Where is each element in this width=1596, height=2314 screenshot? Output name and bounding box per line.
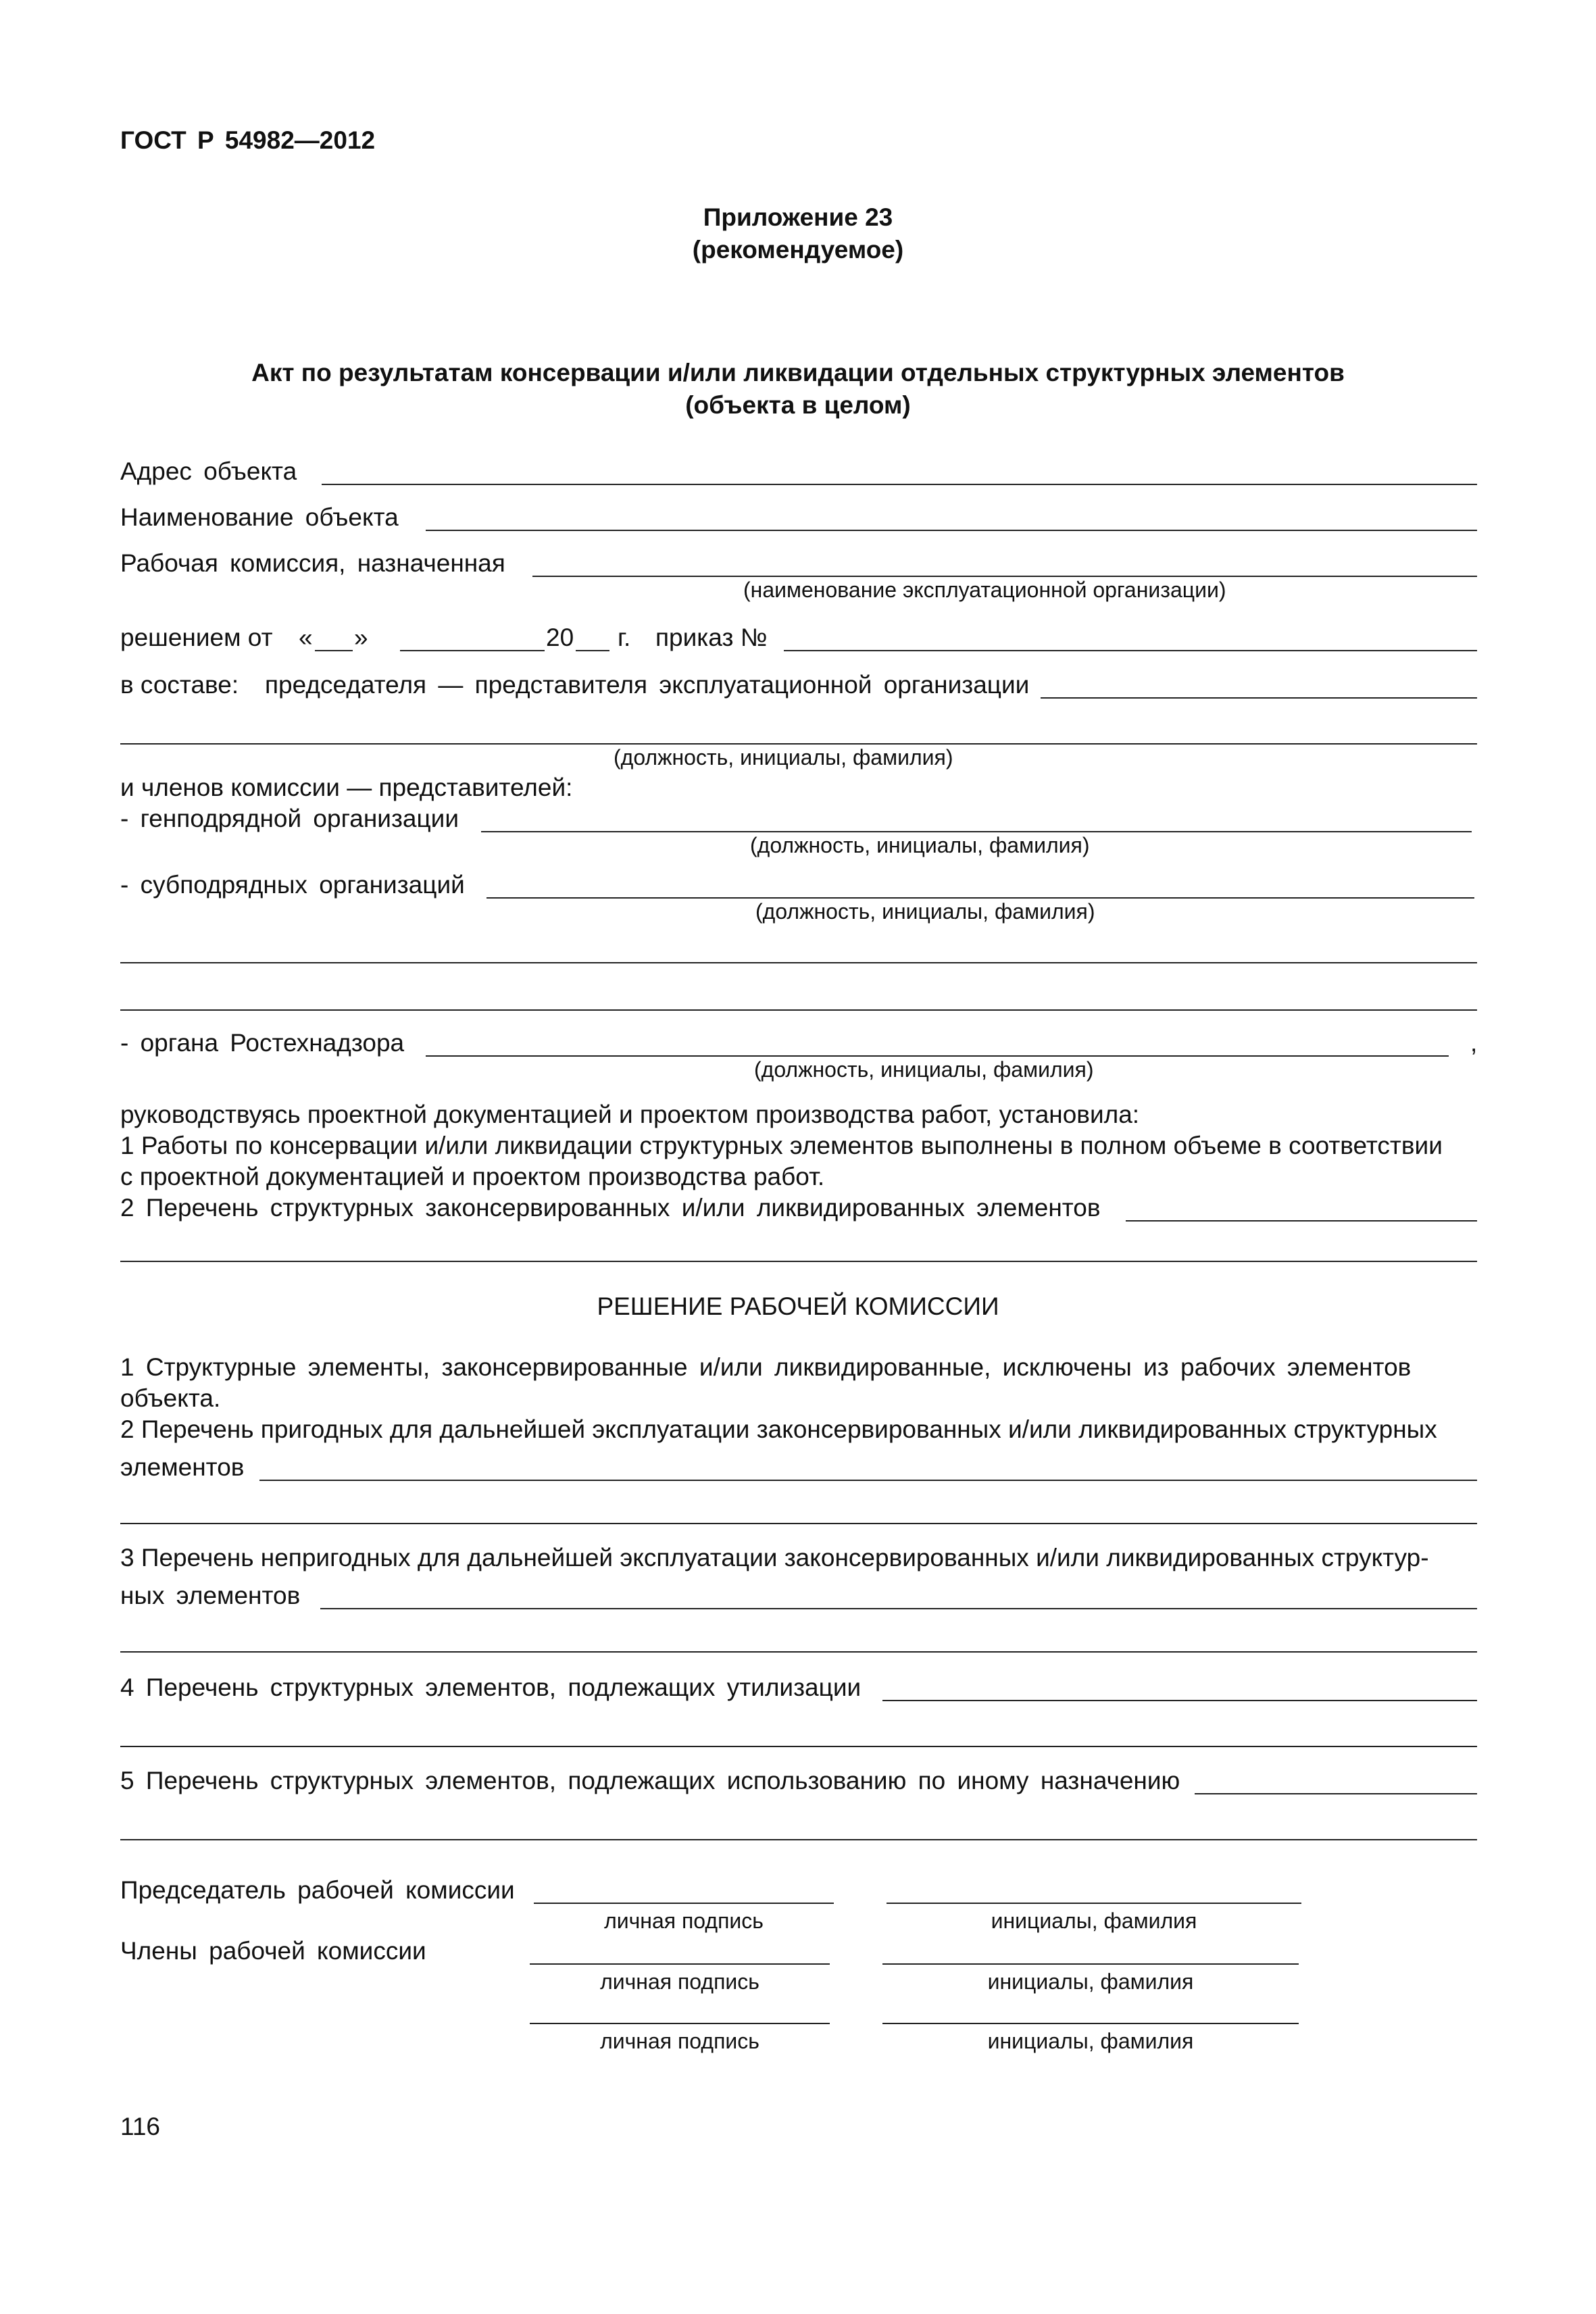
order-label: приказ № xyxy=(655,624,768,651)
act-title-line1: Акт по результатам консервации и/или ликвидации отдельных структурных элементов xyxy=(251,359,1345,386)
subcontractors-field-line2[interactable] xyxy=(120,962,1477,963)
chairman-signature-field[interactable] xyxy=(534,1903,834,1904)
decision-year-field[interactable] xyxy=(576,650,609,651)
decision-item2-line1: 2 Перечень пригодных для дальнейшей эксплуатации законсервированных и/или ликвидированных структурных xyxy=(120,1415,1437,1443)
chairman-name-hint: инициалы, фамилия xyxy=(991,1909,1197,1933)
decision-item3-field[interactable] xyxy=(320,1608,1477,1609)
rostekhnadzor-label: - органа Ростехнадзора xyxy=(120,1029,405,1057)
decision-item3-line1: 3 Перечень непригодных для дальнейшей эксплуатации законсервированных и/или ликвидированных структур- xyxy=(120,1544,1429,1571)
act-title-line2: (объекта в целом) xyxy=(685,391,911,419)
decision-item4-field-line2[interactable] xyxy=(120,1746,1477,1747)
decision-item3-field-line2[interactable] xyxy=(120,1651,1477,1653)
decision-prefix: решением от xyxy=(120,624,273,651)
findings-intro: руководствуясь проектной документацией и проектом производства работ, установила: xyxy=(120,1101,1140,1128)
commission-label: Рабочая комиссия, назначенная xyxy=(120,549,505,577)
chairman-label: председателя — представителя эксплуатационной организации xyxy=(265,671,1030,699)
year-suffix: г. xyxy=(618,624,631,651)
document-standard-code: ГОСТ Р 54982—2012 xyxy=(120,126,376,154)
general-contractor-hint: (должность, инициалы, фамилия) xyxy=(750,833,1090,857)
page-number: 116 xyxy=(120,2113,160,2140)
member2-name-field[interactable] xyxy=(882,2023,1299,2024)
findings-item1-line1: 1 Работы по консервации и/или ликвидации структурных элементов выполнены в полном объеме в соответствии xyxy=(120,1132,1443,1159)
rostekhnadzor-hint: (должность, инициалы, фамилия) xyxy=(754,1057,1094,1082)
order-number-field[interactable] xyxy=(784,650,1477,651)
findings-item1-line2: с проектной документацией и проектом производства работ. xyxy=(120,1163,825,1190)
decision-item1-line1: 1 Структурные элементы, законсервированные и/или ликвидированные, исключены из рабочих элементов xyxy=(120,1353,1412,1381)
annex-status: (рекомендуемое) xyxy=(692,236,904,263)
member1-name-hint: инициалы, фамилия xyxy=(987,1969,1194,1994)
composition-label: в составе: xyxy=(120,671,239,699)
decision-item3-line2: ных элементов xyxy=(120,1582,301,1609)
member2-signature-hint: личная подпись xyxy=(600,2029,759,2053)
address-field[interactable] xyxy=(322,484,1477,485)
chairman-signature-label: Председатель рабочей комиссии xyxy=(120,1876,515,1904)
findings-item2-field[interactable] xyxy=(1126,1220,1477,1222)
object-name-field[interactable] xyxy=(426,530,1477,531)
chairman-field[interactable] xyxy=(1041,697,1477,699)
members-label: и членов комиссии — представителей: xyxy=(120,774,573,801)
decision-item4: 4 Перечень структурных элементов, подлежащих утилизации xyxy=(120,1674,862,1701)
chairman-position-hint: (должность, инициалы, фамилия) xyxy=(614,745,953,770)
decision-item2-line2: элементов xyxy=(120,1453,245,1481)
members-signature-label: Члены рабочей комиссии xyxy=(120,1937,426,1965)
decision-item1-line2: объекта. xyxy=(120,1384,221,1412)
object-name-label: Наименование объекта xyxy=(120,503,399,531)
member2-name-hint: инициалы, фамилия xyxy=(987,2029,1194,2053)
member2-signature-field[interactable] xyxy=(530,2023,830,2024)
quote-close: » xyxy=(354,624,368,651)
findings-item2: 2 Перечень структурных законсервированных и/или ликвидированных элементов xyxy=(120,1194,1101,1222)
findings-item2-field-line2[interactable] xyxy=(120,1261,1477,1262)
year-prefix: 20 xyxy=(546,624,574,651)
rostekhnadzor-comma: , xyxy=(1470,1029,1478,1057)
decision-month-field[interactable] xyxy=(400,650,545,651)
annex-title: Приложение 23 xyxy=(703,203,893,231)
address-label: Адрес объекта xyxy=(120,457,297,485)
decision-item2-field-line2[interactable] xyxy=(120,1523,1477,1524)
decision-item2-field[interactable] xyxy=(259,1480,1477,1481)
chairman-name-field[interactable] xyxy=(887,1903,1301,1904)
subcontractors-hint: (должность, инициалы, фамилия) xyxy=(755,899,1095,924)
decision-item4-field[interactable] xyxy=(882,1700,1477,1701)
member1-signature-hint: личная подпись xyxy=(600,1969,759,1994)
chairman-signature-hint: личная подпись xyxy=(604,1909,764,1933)
decision-item5-field-line2[interactable] xyxy=(120,1839,1477,1840)
subcontractors-field-line3[interactable] xyxy=(120,1009,1477,1011)
decision-day-field[interactable] xyxy=(315,650,353,651)
decision-item5: 5 Перечень структурных элементов, подлежащих использованию по иному назначению xyxy=(120,1767,1180,1794)
decision-heading: РЕШЕНИЕ РАБОЧЕЙ КОМИССИИ xyxy=(597,1292,999,1320)
general-contractor-label: - генподрядной организации xyxy=(120,805,459,832)
decision-item5-field[interactable] xyxy=(1195,1793,1477,1794)
quote-open: « xyxy=(299,624,313,651)
commission-hint: (наименование эксплуатационной организации) xyxy=(743,578,1226,602)
member1-name-field[interactable] xyxy=(882,1963,1299,1965)
member1-signature-field[interactable] xyxy=(530,1963,830,1965)
subcontractors-label: - субподрядных организаций xyxy=(120,871,465,899)
